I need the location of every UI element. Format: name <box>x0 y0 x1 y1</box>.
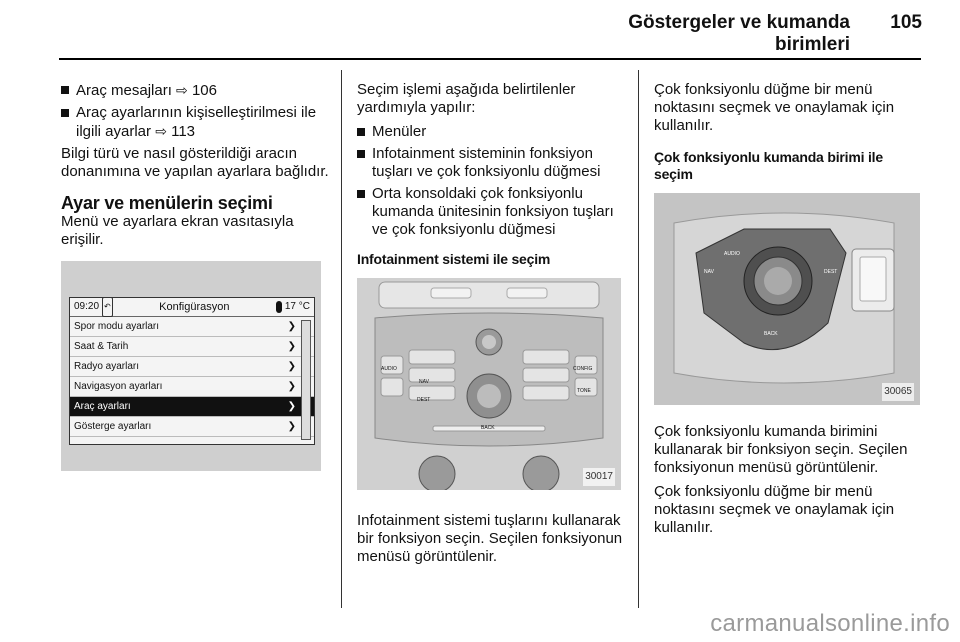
body-paragraph: Infotainment sistemi tuşlarını kullanarak bir fonksiyon seçin. Seçilen fonksiyonun menüsü görüntülenir. <box>357 512 623 565</box>
bullet-item <box>357 185 627 239</box>
controller-illustration <box>654 193 920 405</box>
body-paragraph: Çok fonksiyonlu kumanda birimini kullanarak bir fonksiyon seçin. Seçilen fonksiyonun menüsü görüntülenir. <box>654 423 908 476</box>
config-screen <box>69 297 315 445</box>
page-header-title: Göstergeler ve kumanda birimleri <box>628 12 850 55</box>
menu-item-label: Saat & Tarih <box>74 341 129 352</box>
menu-item[interactable] <box>70 377 314 397</box>
subheading: Infotainment sistemi ile seçim <box>357 251 551 267</box>
panel-label-audio: AUDIO <box>381 366 397 372</box>
menu-item-label: Spor modu ayarları <box>74 321 160 332</box>
menu-item-label: Araç ayarları <box>74 401 131 412</box>
infotainment-panel-figure <box>357 278 621 490</box>
menu-item[interactable] <box>70 357 314 377</box>
menu-item[interactable] <box>70 417 314 437</box>
figure-number: 30065 <box>882 383 914 401</box>
page-number: 105 <box>890 12 922 33</box>
bullet-item <box>357 145 627 181</box>
ref-arrow-icon: ⇨ <box>176 82 188 98</box>
panel-label-nav: NAV <box>419 379 429 385</box>
panel-label-config: CONFIG <box>573 366 593 372</box>
body-paragraph: Bilgi türü ve nasıl gösterildiği aracın donanımına ve yapılan ayarlara bağlıdır. <box>61 145 329 180</box>
menu-item-label: Radyo ayarları <box>74 361 140 372</box>
column-divider-1 <box>341 70 342 608</box>
bullet-text: Araç mesajları <box>76 82 172 99</box>
screen-title-bar <box>70 298 314 317</box>
column-3 <box>654 81 922 543</box>
panel-label-back: BACK <box>481 425 495 431</box>
screen-title: Konfigürasyon <box>159 301 230 313</box>
subheading: Çok fonksiyonlu kumanda birimi ile seçim <box>654 149 883 182</box>
back-icon: ↶ <box>102 297 113 317</box>
panel-label-dest: DEST <box>417 397 431 403</box>
menu-item-label: Gösterge ayarları <box>74 421 152 432</box>
section-heading: Ayar ve menülerin seçimi <box>61 193 273 213</box>
bullet-item <box>61 81 329 100</box>
bullet-square-icon <box>61 109 69 117</box>
controller-label-dest: DEST <box>824 269 838 275</box>
ref-arrow-icon: ⇨ <box>155 123 167 139</box>
chevron-right-icon: ❯ <box>287 361 296 372</box>
body-paragraph: Çok fonksiyonlu düğme bir menü noktasını seçmek ve onaylamak için kullanılır. <box>654 81 895 134</box>
body-paragraph: Çok fonksiyonlu düğme bir menü noktasını seçmek ve onaylamak için kullanılır. <box>654 483 895 536</box>
bullet-item <box>357 123 627 141</box>
section-intro: Menü ve ayarlara ekran vasıtasıyla erişilir. <box>61 213 294 248</box>
menu-item[interactable] <box>70 337 314 357</box>
controller-label-back: BACK <box>764 331 778 337</box>
bullet-square-icon <box>61 86 69 94</box>
bullet-text: Orta konsoldaki çok fonksiyonlu kumanda ünitesinin fonksiyon tuşları ve çok fonksiyonlu düğmesi <box>372 185 614 238</box>
bullet-square-icon <box>357 190 365 198</box>
display-screen-figure <box>61 261 321 471</box>
menu-item-label: Navigasyon ayarları <box>74 381 163 392</box>
chevron-right-icon: ❯ <box>287 401 296 412</box>
thermometer-icon <box>276 301 282 313</box>
column-divider-2 <box>638 70 639 608</box>
menu-item[interactable] <box>70 317 314 337</box>
controller-label-nav: NAV <box>704 269 714 275</box>
panel-label-tone: TONE <box>577 388 591 394</box>
screen-time: 09:20 <box>74 301 100 312</box>
watermark-text: carmanualsonline.info <box>710 610 950 637</box>
bullet-square-icon <box>357 150 365 158</box>
figure-number: 30017 <box>583 468 615 486</box>
controller-figure <box>654 193 920 405</box>
column-2 <box>357 81 627 572</box>
bullet-text: Menüler <box>372 123 427 140</box>
controller-label-audio: AUDIO <box>724 251 740 257</box>
screen-temperature: 17 °C <box>284 301 310 312</box>
menu-item[interactable] <box>70 397 314 417</box>
bullet-text: Araç ayarlarının kişiselleştirilmesi ile ilgili ayarlar <box>76 104 317 140</box>
bullet-text: Infotainment sisteminin fonksiyon tuşları ve çok fonksiyonlu düğmesi <box>372 145 601 180</box>
scrollbar[interactable] <box>301 320 311 440</box>
chevron-right-icon: ❯ <box>287 341 296 352</box>
page-reference-link[interactable]: 113 <box>171 123 196 140</box>
menu-list <box>70 317 314 437</box>
chevron-right-icon: ❯ <box>287 421 296 432</box>
bullet-item <box>61 104 329 141</box>
bullet-square-icon <box>357 128 365 136</box>
page-reference-link[interactable]: 106 <box>191 82 217 99</box>
column-1 <box>61 81 329 471</box>
chevron-right-icon: ❯ <box>287 381 296 392</box>
header-rule <box>59 58 921 60</box>
chevron-right-icon: ❯ <box>287 321 296 332</box>
body-paragraph: Seçim işlemi aşağıda belirtilenler yardımıyla yapılır: <box>357 81 576 116</box>
